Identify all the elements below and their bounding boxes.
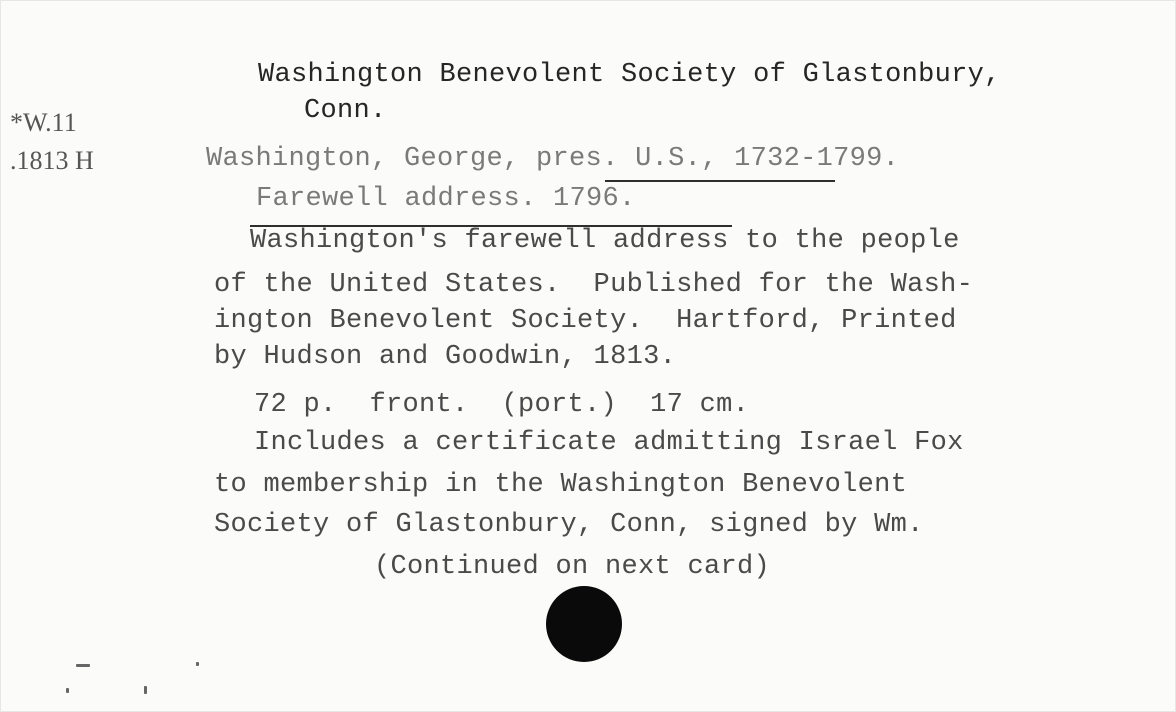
heading-line-1: Washington Benevolent Society of Glastonbury, — [258, 60, 1001, 90]
speck-mark — [66, 688, 69, 693]
speck-mark — [144, 686, 147, 694]
continued-note: (Continued on next card) — [374, 552, 771, 582]
body-line-1: Washington's farewell address to the people — [250, 226, 960, 256]
author-entry: Washington, George, pres. U.S., 1732-1799. — [206, 144, 900, 174]
author-underline — [605, 180, 835, 182]
body-line-4: by Hudson and Goodwin, 1813. — [214, 342, 677, 372]
collation: 72 p. front. (port.) 17 cm. — [254, 390, 750, 420]
speck-mark — [196, 662, 199, 666]
note-line-2: to membership in the Washington Benevolent — [214, 470, 908, 500]
heading-line-2: Conn. — [304, 96, 387, 126]
call-number-line-1: *W.11 — [10, 108, 77, 137]
card-punch-hole — [546, 586, 622, 662]
body-line-3: ington Benevolent Society. Hartford, Printed — [214, 306, 957, 336]
note-line-3: Society of Glastonbury, Conn, signed by Wm. — [214, 510, 924, 540]
call-number-line-2: .1813 H — [10, 146, 94, 175]
body-line-2: of the United States. Published for the Wash- — [214, 270, 974, 300]
speck-mark — [76, 664, 90, 667]
uniform-title: Farewell address. 1796. — [256, 184, 636, 214]
note-line-1: Includes a certificate admitting Israel Fox — [254, 428, 964, 458]
